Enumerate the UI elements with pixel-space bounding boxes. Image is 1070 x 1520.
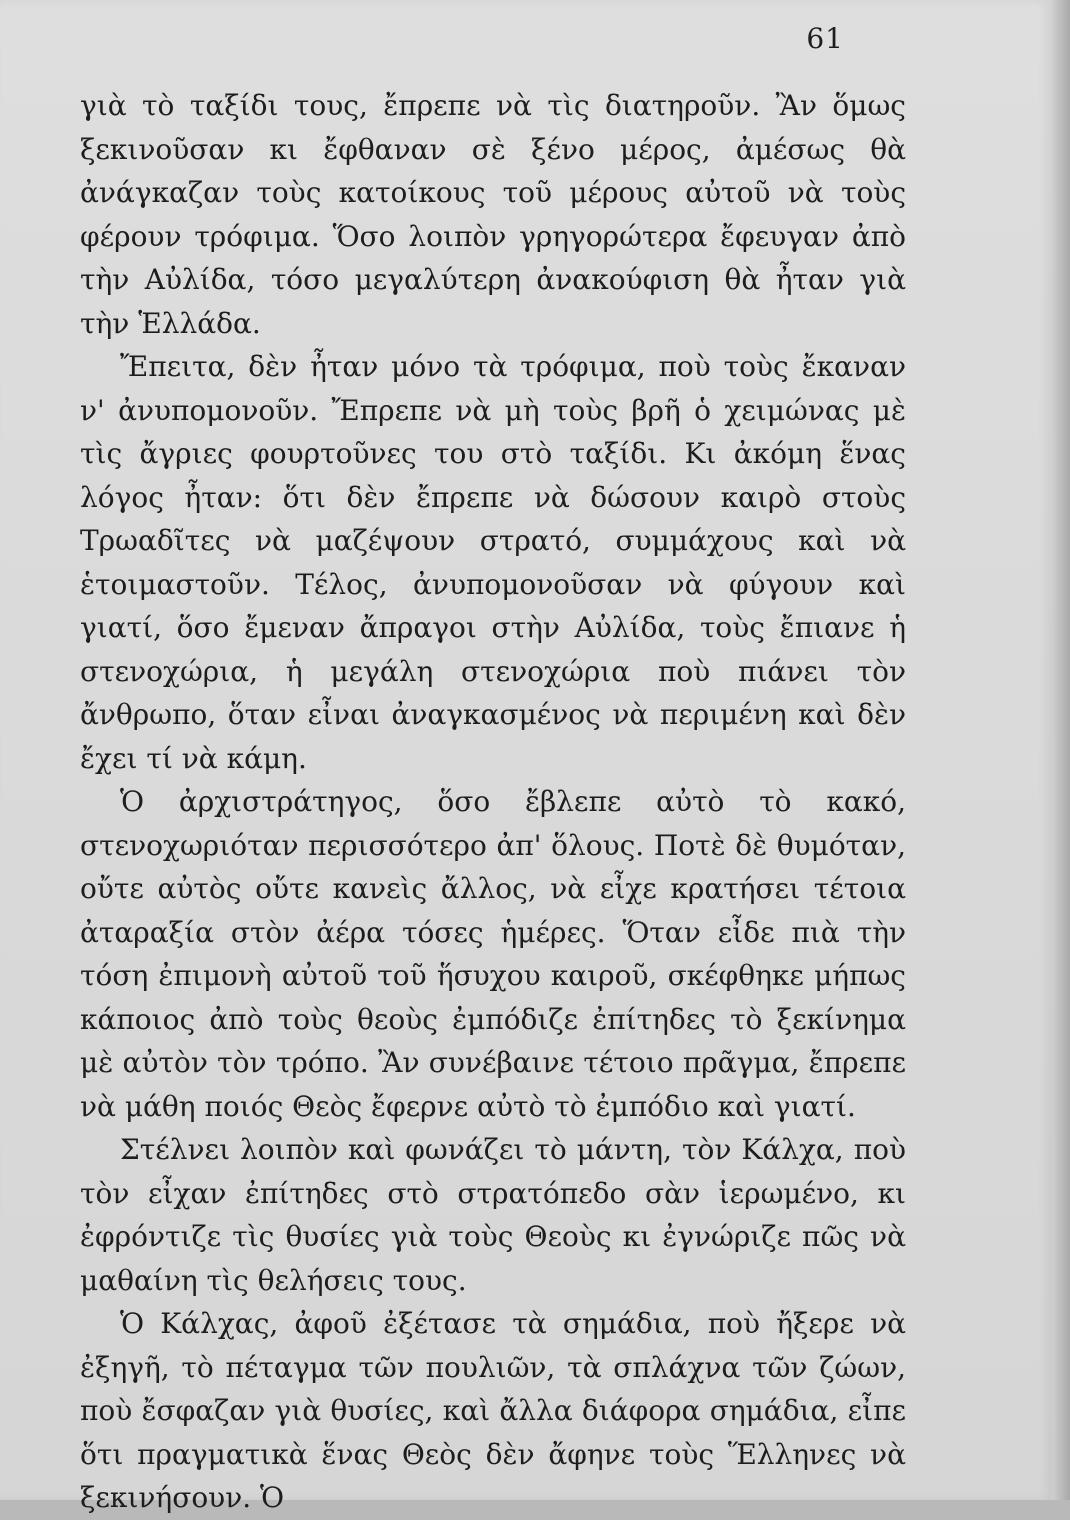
body-text (80, 84, 906, 1520)
paragraph-3: Ὁ ἀρχιστράτηγος, ὅσο ἔβλεπε αὐτὸ τὸ κακό, στενοχωριόταν περισσότερο ἀπ' ὅλους. Ποτὲ δὲ θυμόταν, οὔτε αὐτὸς οὔτε κανεὶς ἄλλος, νὰ εἶχε κρατήσει τέτοια ἀταραξία στὸν ἀέρα τόσες ἡμέρες. Ὅταν εἶδε πιὰ τὴν τόση ἐπιμονὴ αὐτοῦ τοῦ ἥσυχου καιροῦ, σκέφθηκε μήπως κάποιος ἀπὸ τοὺς θεοὺς ἐμπόδιζε ἐπίτηδες τὸ ξεκίνημα μὲ αὐτὸν τὸν τρόπο. Ἂν συνέβαινε τέτοιο πρᾶγμα, ἔπρεπε νὰ μάθη ποιός Θεὸς ἔφερνε αὐτὸ τὸ ἐμπόδιο καὶ γιατί. (80, 785, 906, 1123)
paragraph-4: Στέλνει λοιπὸν καὶ φωνάζει τὸ μάντη, τὸν Κάλχα, ποὺ τὸν εἶχαν ἐπίτηδες στὸ στρατόπεδο σὰν ἱερωμένο, κι ἐφρόντιζε τὶς θυσίες γιὰ τοὺς Θεοὺς κι ἐγνώριζε πῶς νὰ μαθαίνη τὶς θελήσεις τους. (80, 1133, 906, 1297)
paragraph-2: Ἔπειτα, δὲν ἦταν μόνο τὰ τρόφιμα, ποὺ τοὺς ἔκαναν ν' ἀνυπομονοῦν. Ἔπρεπε νὰ μὴ τοὺς βρῆ ὁ χειμώνας μὲ τὶς ἄγριες φουρτοῦνες του στὸ ταξίδι. Κι ἀκόμη ἕνας λόγος ἦταν: ὅτι δὲν ἔπρεπε νὰ δώσουν καιρὸ στοὺς Τρωαδῖτες νὰ μαζέψουν στρατό, συμμάχους καὶ νὰ ἑτοιμαστοῦν. Τέλος, ἀνυπομονοῦσαν νὰ φύγουν καὶ γιατί, ὅσο ἔμεναν ἄπραγοι στὴν Αὐλίδα, τοὺς ἔπιανε ἡ στενοχώρια, ἡ μεγάλη στενοχώρια ποὺ πιάνει τὸν ἄνθρωπο, ὅταν εἶναι ἀναγκασμένος νὰ περιμένη καὶ δὲν ἔχει τί νὰ κάμη. (80, 350, 906, 775)
page-number: 61 (806, 22, 844, 55)
page-edge-shadow (1052, 0, 1070, 1500)
paragraph-5: Ὁ Κάλχας, ἀφοῦ ἐξέτασε τὰ σημάδια, ποὺ ἤξερε νὰ ἐξηγῆ, τὸ πέταγμα τῶν πουλιῶν, τὰ σπλάχνα τῶν ζώων, ποὺ ἔσφαζαν γιὰ θυσίες, καὶ ἄλλα διάφορα σημάδια, εἶπε ὅτι πραγματικὰ ἕνας Θεὸς δὲν ἄφηνε τοὺς Ἕλληνες νὰ ξεκινήσουν. Ὁ (80, 1307, 906, 1514)
paragraph-1: γιὰ τὸ ταξίδι τους, ἔπρεπε νὰ τὶς διατηροῦν. Ἂν ὅμως ξεκινοῦσαν κι ἔφθαναν σὲ ξένο μέρος, ἀμέσως θὰ ἀνάγκαζαν τοὺς κατοίκους τοῦ μέρους αὐτοῦ νὰ τοὺς φέρουν τρόφιμα. Ὅσο λοιπὸν γρηγορώτερα ἔφευγαν ἀπὸ τὴν Αὐλίδα, τόσο μεγαλύτερη ἀνακούφιση θὰ ἦταν γιὰ τὴν Ἑλλάδα. (80, 89, 906, 340)
